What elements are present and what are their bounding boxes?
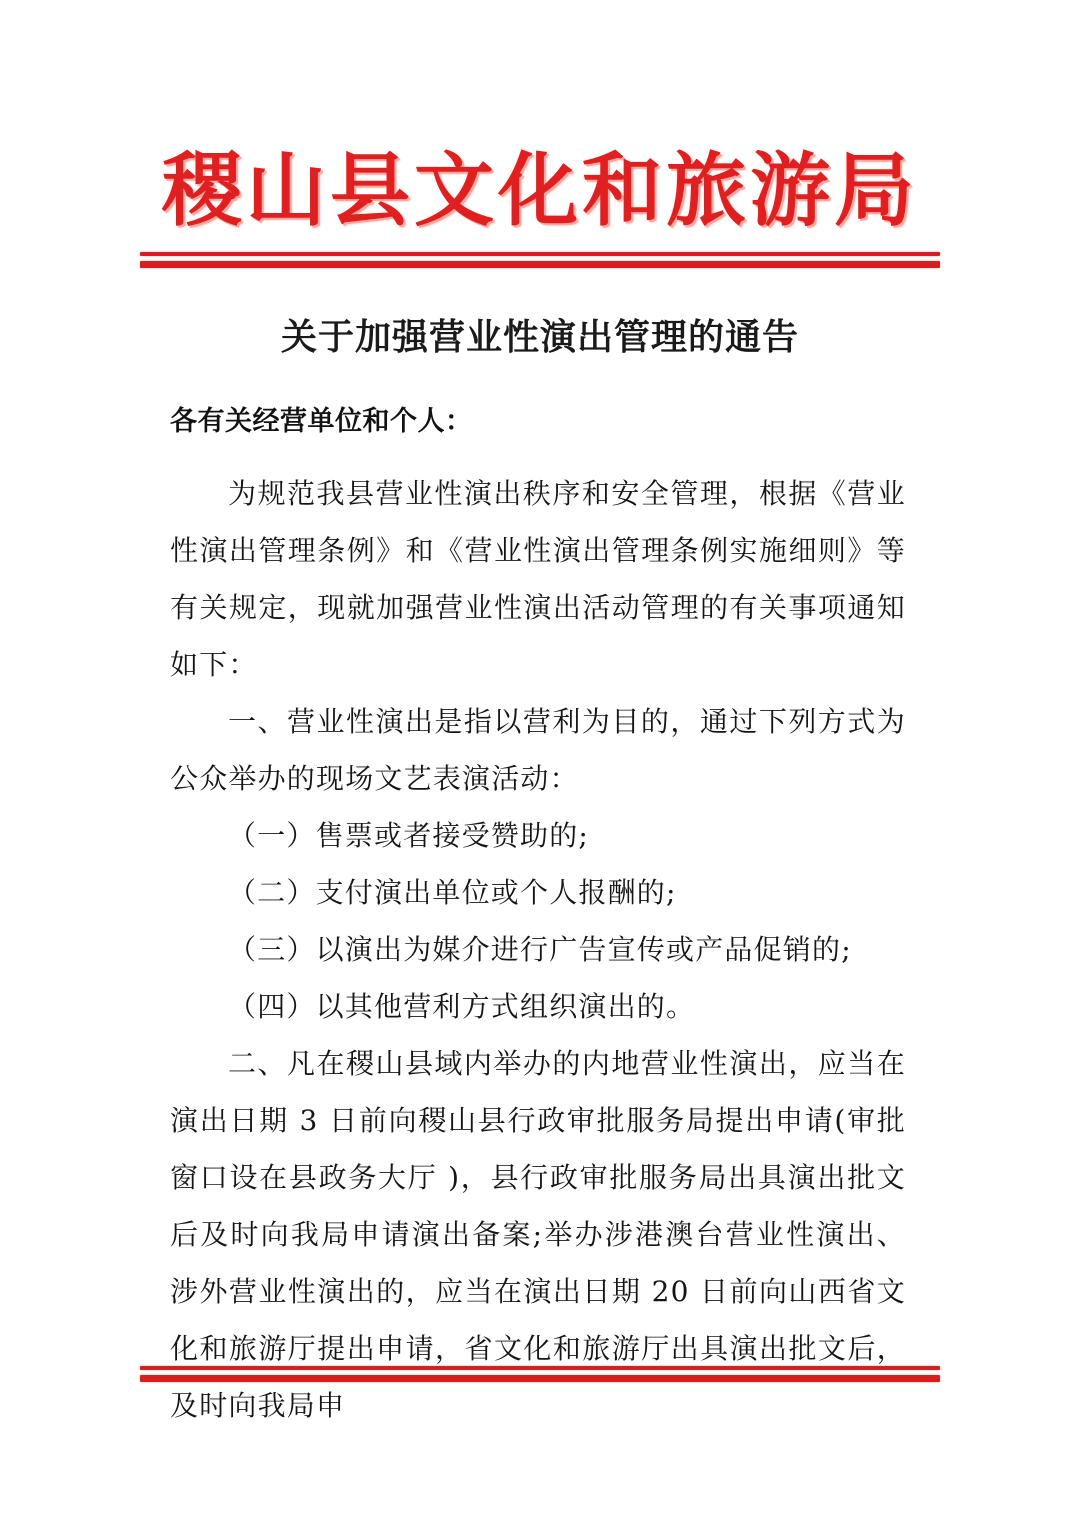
paragraph-section-one: 一、营业性演出是指以营利为目的，通过下列方式为公众举办的现场文艺表演活动： [170, 705, 906, 795]
footer-divider-thick-line [140, 1375, 940, 1382]
salutation: 各有关经营单位和个人： [170, 406, 473, 437]
document-body [170, 408, 906, 1434]
list-item: （三）以演出为媒介进行广告宣传或产品促销的; [228, 933, 852, 966]
paragraph-section-two: 二、凡在稷山县域内举办的内地营业性演出，应当在演出日期 3 日前向稷山县行政审批服务局提出申请(审批窗口设在县政务大厅 )，县行政审批服务局出具演出批文后及时向我局申请演出备案;举办涉港澳台营业性演出、涉外营业性演出的，应当在演出日期 20 日前向山西省文化和旅游厅提出申请，省文化和旅游厅出具演出批文后，及时向我局申 [170, 1047, 906, 1422]
header-divider-thick-line [140, 261, 940, 268]
masthead [0, 143, 1080, 237]
document-title: 关于加强营业性演出管理的通告 [280, 316, 799, 358]
header-divider [140, 252, 940, 268]
issuing-organization-title: 稷山县文化和旅游局 [162, 143, 918, 237]
paragraph-preamble: 为规范我县营业性演出秩序和安全管理，根据《营业性演出管理条例》和《营业性演出管理条例实施细则》等有关规定，现就加强营业性演出活动管理的有关事项通知如下： [170, 477, 906, 681]
list-item: （一）售票或者接受赞助的; [228, 819, 590, 852]
list-item: （二）支付演出单位或个人报酬的; [228, 876, 677, 909]
footer-divider [140, 1366, 940, 1382]
list-item: （四）以其他营利方式组织演出的。 [228, 990, 696, 1023]
